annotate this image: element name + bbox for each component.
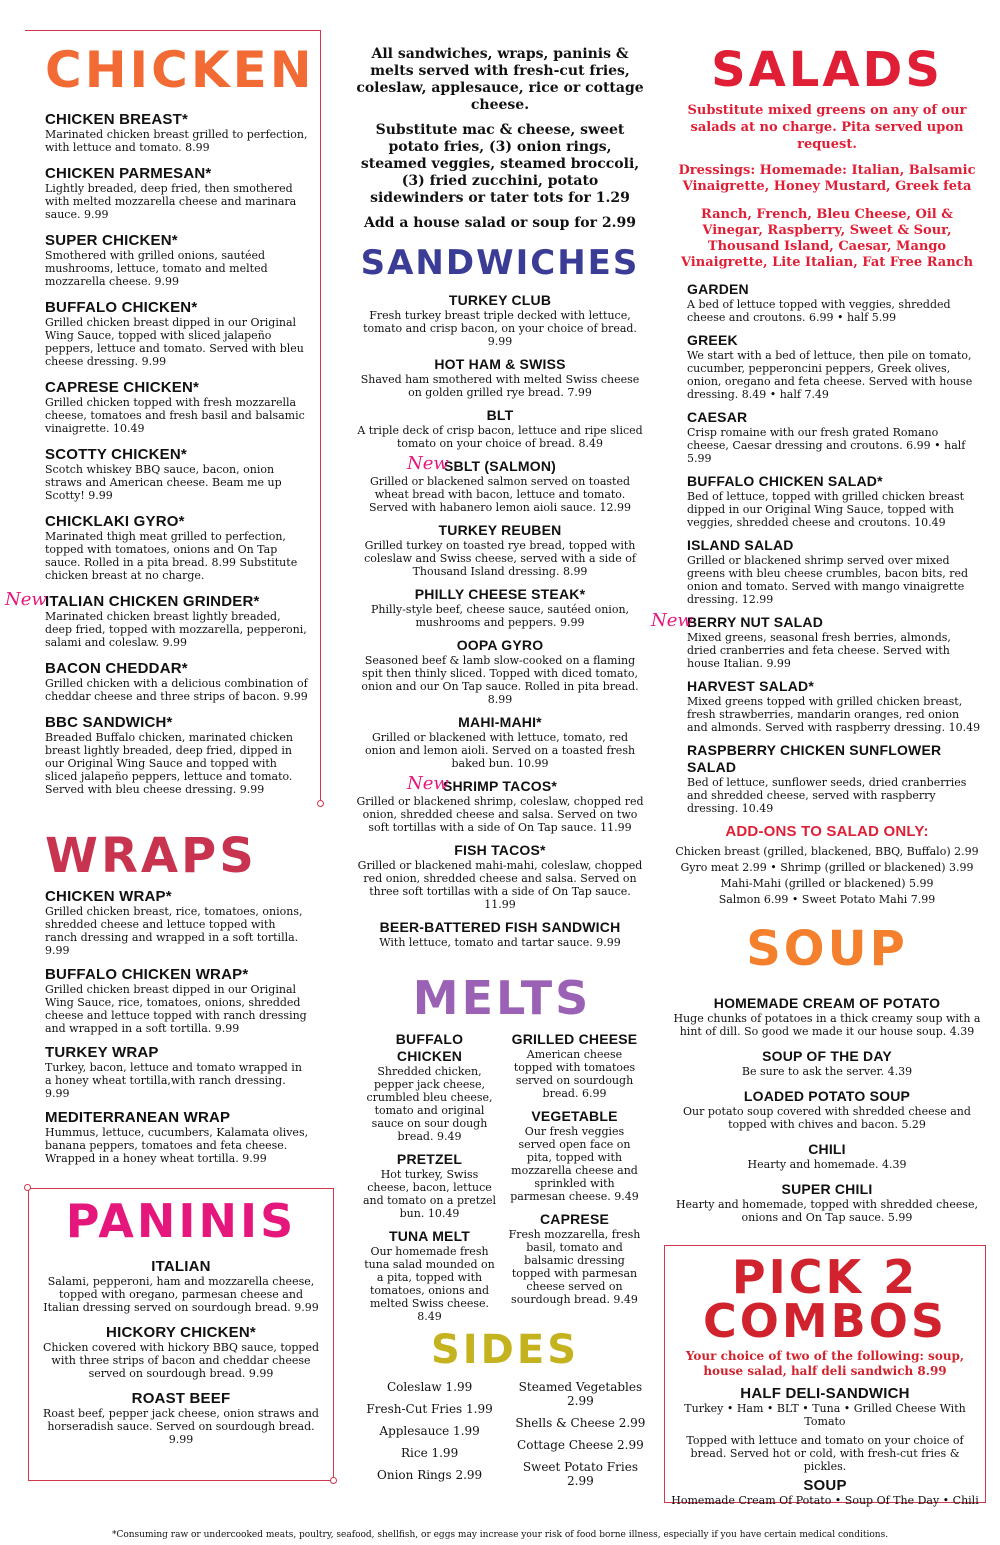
frame-ornament [330,1477,337,1484]
half-deli-desc: Topped with lettuce and tomato on your choice of bread. Served hot or cold, with fresh-cut fries & pickles. [686,1434,964,1473]
item-name: CHICKEN WRAP* [45,888,172,905]
half-deli-title: HALF DELI-SANDWICH [740,1385,910,1402]
item-description: A bed of lettuce topped with veggies, shredded cheese and croutons. 6.99 • half 5.99 [687,298,951,324]
wrap-item [45,1109,310,1165]
chicken-item [45,165,310,221]
side-item: Onion Rings 2.99 [377,1468,483,1482]
wrap-item [45,1044,310,1100]
chicken-item [45,446,310,502]
combo-soup-title: SOUP [803,1477,847,1494]
item-name: CHICKEN BREAST* [45,111,189,128]
wraps-list [45,888,310,1165]
item-description: Grilled chicken breast, rice, tomatoes, onions, shredded cheese and lettuce topped with ranch dressing and wrapped in a soft tortilla. 9.99 [45,905,303,957]
sides-right-list [511,1380,650,1496]
sandwiches-list [355,292,645,949]
chicken-item [5,589,310,649]
item-description: Seasoned beef & lamb slow-cooked on a flaming spit then thinly sliced. Topped with diced tomato, onion and our On Tap sauce. Rolled in pita bread. 8.99 [361,654,639,706]
melts-heading: MELTS [412,971,592,1025]
item-description: Bed of lettuce, topped with grilled chicken breast dipped in our Original Wing Sauce, topped with veggies, shredded cheese and croutons. 10.49 [687,490,965,529]
melt-item [362,1031,497,1143]
soup-heading: SOUP [746,921,908,977]
paninis-section [40,1194,322,1456]
item-description: Grilled chicken breast dipped in our Original Wing Sauce, rice, tomatoes, onions, shredded cheese and lettuce topped with ranch dressing and wrapped in a soft tortilla. 9.99 [45,983,307,1035]
salad-item [687,409,982,465]
wraps-section [45,828,310,1174]
item-description: Crisp romaine with our fresh grated Romano cheese, Caesar dressing and croutons. 6.99 • half 5.99 [687,426,966,465]
salads-heading: SALADS [711,42,943,98]
footer-disclaimer [0,1522,1000,1541]
soup-item [672,1088,982,1131]
item-name: HICKORY CHICKEN* [106,1324,256,1341]
chicken-section [5,41,315,807]
melt-item [507,1108,642,1203]
item-description: Grilled or blackened shrimp served over mixed greens with bleu cheese crumbles, bacon bits, red onion and tomato. Served with mango vinaigrette dressing. 12.99 [687,554,969,606]
item-name: TURKEY REUBEN [438,522,562,538]
item-name: GARDEN [687,281,749,297]
melt-item [507,1031,642,1100]
item-name: BUFFALO CHICKEN [395,1031,464,1064]
wrap-item [45,888,310,957]
salads-dressings-other: Ranch, French, Bleu Cheese, Oil & Vinegar, Raspberry, Sweet & Sour, Thousand Island, Caesar, Mango Vinaigrette, Lite Italian, Fat Free Ranch [680,207,974,270]
side-item: Fresh-Cut Fries 1.99 [366,1402,493,1416]
side-item: Sweet Potato Fries 2.99 [522,1460,638,1488]
item-name: SUPER CHILI [781,1181,873,1197]
item-name: BACON CHEDDAR* [45,660,188,677]
item-name: BERRY NUT SALAD [687,614,824,630]
item-description: Grilled or blackened mahi-mahi, coleslaw, chopped red onion, shredded cheese and salsa. Served on three soft tortillas with a side of On Tap sauce. 11.99 [357,859,643,911]
combos-heading-line1: PICK 2 [731,1250,919,1304]
soup-item [672,1181,982,1224]
item-description: Shaved ham smothered with melted Swiss cheese on golden grilled rye bread. 7.99 [360,373,640,399]
sandwich-item [355,453,645,514]
sides-section [360,1327,650,1496]
item-description: Lightly breaded, deep fried, then smothered with melted mozzarella cheese and marinara sauce. 9.99 [45,182,297,221]
item-name: BUFFALO CHICKEN WRAP* [45,966,249,983]
side-item: Coleslaw 1.99 [386,1380,473,1394]
item-name: GREEK [687,332,738,348]
melts-right-list [507,1031,642,1331]
salad-item [687,537,982,606]
item-name: BLT [486,407,514,423]
chicken-list [5,111,310,796]
item-description: Mixed greens topped with grilled chicken breast, fresh strawberries, mandarin oranges, red onion and almonds. Served with raspberry dressing. 10.49 [687,695,981,734]
item-name: VEGETABLE [531,1108,618,1124]
item-name: TUNA MELT [388,1228,471,1244]
melts-left-list [362,1031,497,1331]
sandwich-item [355,773,645,834]
item-name: RASPBERRY CHICKEN SUNFLOWER SALAD [687,742,942,775]
chicken-item [45,299,310,368]
item-description: Our homemade fresh tuna salad mounded on a pita, topped with tomatoes, onions and melted Swiss cheese. 8.49 [364,1245,495,1323]
addon-item: Salmon 6.99 • Sweet Potato Mahi 7.99 [718,893,936,906]
soup-item [672,995,982,1038]
item-name: CHICKEN PARMESAN* [45,165,212,182]
salad-item [687,678,982,734]
salad-item [687,281,982,324]
addon-item: Mahi-Mahi (grilled or blackened) 5.99 [720,877,934,890]
item-name: SUPER CHICKEN* [45,232,178,249]
paninis-list [40,1258,322,1446]
item-name: BUFFALO CHICKEN* [45,299,198,316]
item-name: OOPA GYRO [456,637,544,653]
item-description: Scotch whiskey BBQ sauce, bacon, onion straws and American cheese. Beam me up Scotty! 9.99 [45,463,282,502]
item-name: PHILLY CHEESE STEAK* [414,586,586,602]
combos-subtitle: Your choice of two of the following: soup, house salad, half deli sandwich 8.99 [685,1349,965,1378]
item-description: Turkey, bacon, lettuce and tomato wrapped in a honey wheat tortilla,with ranch dressing. 9.99 [45,1061,302,1100]
item-description: Grilled chicken topped with fresh mozzarella cheese, tomatoes and fresh basil and balsamic vinaigrette. 10.49 [45,396,305,435]
item-description: Smothered with grilled onions, sautéed mushrooms, lettuce, tomato and melted mozzarella cheese. 9.99 [45,249,268,288]
sandwich-item [355,714,645,770]
soup-list [672,995,982,1224]
item-description: Marinated chicken breast grilled to perfection, with lettuce and tomato. 8.99 [45,128,308,154]
item-name: MEDITERRANEAN WRAP [45,1109,231,1126]
side-item: Shells & Cheese 2.99 [515,1416,646,1430]
item-description: Grilled turkey on toasted rye bread, topped with coleslaw and Swiss cheese, served with a side of Thousand Island dressing. 8.99 [364,539,636,578]
salads-section [651,42,982,908]
salads-list [651,281,982,815]
sides-left-list [360,1380,499,1496]
sandwich-item [355,586,645,629]
sandwich-item [355,637,645,706]
item-description: American cheese topped with tomatoes served on sourdough bread. 6.99 [513,1048,636,1100]
chicken-heading: CHICKEN [45,41,315,99]
chicken-item [45,660,310,703]
item-name: BEER-BATTERED FISH SANDWICH [379,919,621,935]
sandwich-item [355,356,645,399]
chicken-item [45,379,310,435]
item-description: Philly-style beef, cheese sauce, sautéed onion, mushrooms and peppers. 9.99 [370,603,630,629]
item-name: ISLAND SALAD [687,537,794,553]
item-description: Hearty and homemade, topped with shredded cheese, onions and On Tap sauce. 5.99 [675,1198,979,1224]
item-name: CAPRESE [539,1211,610,1227]
new-tag: New [5,589,47,610]
item-description: Hot turkey, Swiss cheese, bacon, lettuce and tomato on a pretzel bun. 10.49 [362,1168,497,1220]
combo-soup-list: Homemade Cream Of Potato • Soup Of The Day • Chili [671,1494,979,1507]
salad-item [687,742,982,815]
addons-heading: ADD-ONS TO SALAD ONLY: [725,823,929,840]
item-description: Hummus, lettuce, cucumbers, Kalamata olives, banana peppers, tomatoes and feta cheese. Wrapped in a honey wheat tortilla. 9.99 [45,1126,309,1165]
item-description: A triple deck of crisp bacon, lettuce and ripe sliced tomato on your choice of bread. 8.49 [357,424,643,450]
wrap-item [45,966,310,1035]
panini-item [40,1390,322,1446]
item-name: LOADED POTATO SOUP [743,1088,911,1104]
combos-heading-line2: COMBOS [703,1294,947,1348]
item-description: Marinated chicken breast lightly breaded, deep fried, topped with mozzarella, pepperoni, salami and coleslaw. 9.99 [45,610,307,649]
item-description: Roast beef, pepper jack cheese, onion straws and horseradish sauce. Served on sourdough bread. 9.99 [43,1407,319,1446]
item-description: Grilled chicken breast dipped in our Original Wing Sauce, topped with sliced jalapeño peppers, lettuce and tomato. Served with bleu cheese dressing. 9.99 [45,316,304,368]
item-description: Our fresh veggies served open face on pita, topped with mozzarella cheese and sprinkled with parmesan cheese. 9.49 [510,1125,639,1203]
salad-item [687,332,982,401]
item-description: Bed of lettuce, sunflower seeds, dried cranberries and shredded cheese, served with raspberry dressing. 10.49 [687,776,967,815]
item-name: PRETZEL [396,1151,463,1167]
item-name: ROAST BEEF [131,1390,231,1407]
new-tag: New [407,773,449,794]
item-description: Our potato soup covered with shredded cheese and topped with chives and bacon. 5.29 [683,1105,971,1131]
soup-item [672,1048,982,1078]
item-description: Chicken covered with hickory BBQ sauce, topped with three strips of bacon and cheddar cheese served on sourdough bread. 9.99 [42,1341,319,1380]
item-description: Breaded Buffalo chicken, marinated chicken breast lightly breaded, deep fried, dipped in our Original Wing Sauce and topped with sliced jalapeño peppers, lettuce and tomato. Served with bleu cheese dressing. 9.99 [45,731,293,796]
item-name: CAPRESE CHICKEN* [45,379,200,396]
item-name: TURKEY CLUB [448,292,552,308]
item-name: BUFFALO CHICKEN SALAD* [687,473,883,489]
sides-heading: SIDES [430,1327,580,1373]
item-description: Marinated thigh meat grilled to perfection, topped with tomatoes, onions and On Tap sauce. Rolled in a pita bread. 8.99 Substitute chicken breast at no charge. [45,530,298,582]
item-description: Grilled or blackened salmon served on toasted wheat bread with bacon, lettuce and tomato. Served with habanero lemon aioli sauce. 12.99 [368,475,632,514]
salad-item [651,610,982,670]
item-name: SBLT (SALMON) [444,458,556,474]
item-name: CHICKLAKI GYRO* [45,513,185,530]
item-description: Mixed greens, seasonal fresh berries, almonds, dried cranberries and feta cheese. Served with house Italian. 9.99 [687,631,951,670]
addons-list [672,844,982,908]
item-description: Fresh turkey breast triple decked with lettuce, tomato and crisp bacon, on your choice of bread. 9.99 [363,309,637,348]
item-description: With lettuce, tomato and tartar sauce. 9.99 [379,936,621,949]
sandwich-item [355,292,645,348]
item-name: CAESAR [687,409,748,425]
soup-item [672,1141,982,1171]
chicken-item [45,714,310,796]
soup-section [672,921,982,1234]
chicken-item [45,232,310,288]
side-item: Cottage Cheese 2.99 [517,1438,644,1452]
intro-addon-note: Add a house salad or soup for 2.99 [364,215,636,231]
chicken-item [45,513,310,582]
frame-ornament [24,1184,31,1191]
salads-dressings-homemade: Dressings: Homemade: Italian, Balsamic Vinaigrette, Honey Mustard, Greek feta [678,163,976,194]
item-name: SCOTTY CHICKEN* [45,446,187,463]
melts-section [362,971,642,1331]
sandwiches-heading: SANDWICHES [360,243,640,283]
item-description: Grilled or blackened shrimp, coleslaw, chopped red onion, shredded cheese and salsa. Served on two soft tortillas with a side of On Tap sauce. 11.99 [356,795,644,834]
item-name: HARVEST SALAD* [687,678,815,694]
combos-section [670,1250,980,1507]
item-name: SOUP OF THE DAY [762,1048,892,1064]
item-name: MAHI-MAHI* [458,714,542,730]
side-item: Rice 1.99 [400,1446,459,1460]
salad-item [687,473,982,529]
paninis-heading: PANINIS [65,1194,297,1248]
item-name: HOT HAM & SWISS [434,356,566,372]
chicken-item [45,111,310,154]
addon-item: Chicken breast (grilled, blackened, BBQ, Buffalo) 2.99 [675,845,979,858]
item-description: Grilled or blackened with lettuce, tomato, red onion and lemon aioli. Served on a toasted fresh baked bun. 10.99 [364,731,636,770]
item-description: Shredded chicken, pepper jack cheese, crumbled bleu cheese, tomato and original sauce on sour dough bread. 9.49 [366,1065,493,1143]
melt-item [507,1211,642,1306]
item-description: Grilled chicken with a delicious combination of cheddar cheese and three strips of bacon. 9.99 [45,677,308,703]
item-name: HOMEMADE CREAM OF POTATO [713,995,941,1011]
item-name: ITALIAN CHICKEN GRINDER* [45,593,260,610]
side-item: Applesauce 1.99 [379,1424,480,1438]
sandwich-item [355,842,645,911]
item-name: CHILI [808,1141,846,1157]
item-name: ITALIAN [151,1258,211,1275]
item-name: SHRIMP TACOS* [442,778,558,794]
addon-item: Gyro meat 2.99 • Shrimp (grilled or blackened) 3.99 [680,861,974,874]
item-description: Fresh mozzarella, fresh basil, tomato and balsamic dressing topped with parmesan cheese served on sourdough bread. 9.49 [508,1228,641,1306]
panini-item [40,1258,322,1314]
item-description: Huge chunks of potatoes in a thick creamy soup with a hint of dill. So good we made it our house soup. 4.39 [673,1012,981,1038]
melt-item [362,1228,497,1323]
new-tag: New [651,610,693,631]
frame-ornament [317,800,324,807]
sandwich-item [355,919,645,949]
item-description: We start with a bed of lettuce, then pile on tomato, cucumber, pepperoncini peppers, Greek olives, onion, oregano and feta cheese. Served with house dressing. 8.49 • half 7.49 [687,349,973,401]
sandwich-item [355,522,645,578]
item-name: TURKEY WRAP [45,1044,159,1061]
item-description: Salami, pepperoni, ham and mozzarella cheese, topped with oregano, parmesan cheese and Italian dressing served on sourdough bread. 9.99 [43,1275,319,1314]
intro-sides-note: All sandwiches, wraps, paninis & melts served with fresh-cut fries, coleslaw, applesauce, rice or cottage cheese. [356,46,644,113]
intro-substitute-note: Substitute mac & cheese, sweet potato fries, (3) onion rings, steamed veggies, steamed broccoli, (3) fried zucchini, potato sidewinders or tater tots for 1.29 [360,122,640,206]
footer-text: *Consuming raw or undercooked meats, poultry, seafood, shellfish, or eggs may increase your risk of food borne illness, especially if you have certain medical conditions. [111,1530,889,1540]
item-name: BBC SANDWICH* [45,714,173,731]
side-item: Steamed Vegetables 2.99 [518,1380,643,1408]
item-name: GRILLED CHEESE [511,1031,638,1047]
item-description: Hearty and homemade. 4.39 [747,1158,907,1171]
panini-item [40,1324,322,1380]
wraps-heading: WRAPS [45,828,257,884]
middle-column [355,46,645,957]
sandwich-item [355,407,645,450]
new-tag: New [407,453,449,474]
melt-item [362,1151,497,1220]
half-deli-list: Turkey • Ham • BLT • Tuna • Grilled Cheese With Tomato [684,1402,966,1428]
item-description: Be sure to ask the server. 4.39 [741,1065,913,1078]
salads-note: Substitute mixed greens on any of our salads at no charge. Pita served upon request. [687,103,967,152]
item-name: FISH TACOS* [454,842,546,858]
